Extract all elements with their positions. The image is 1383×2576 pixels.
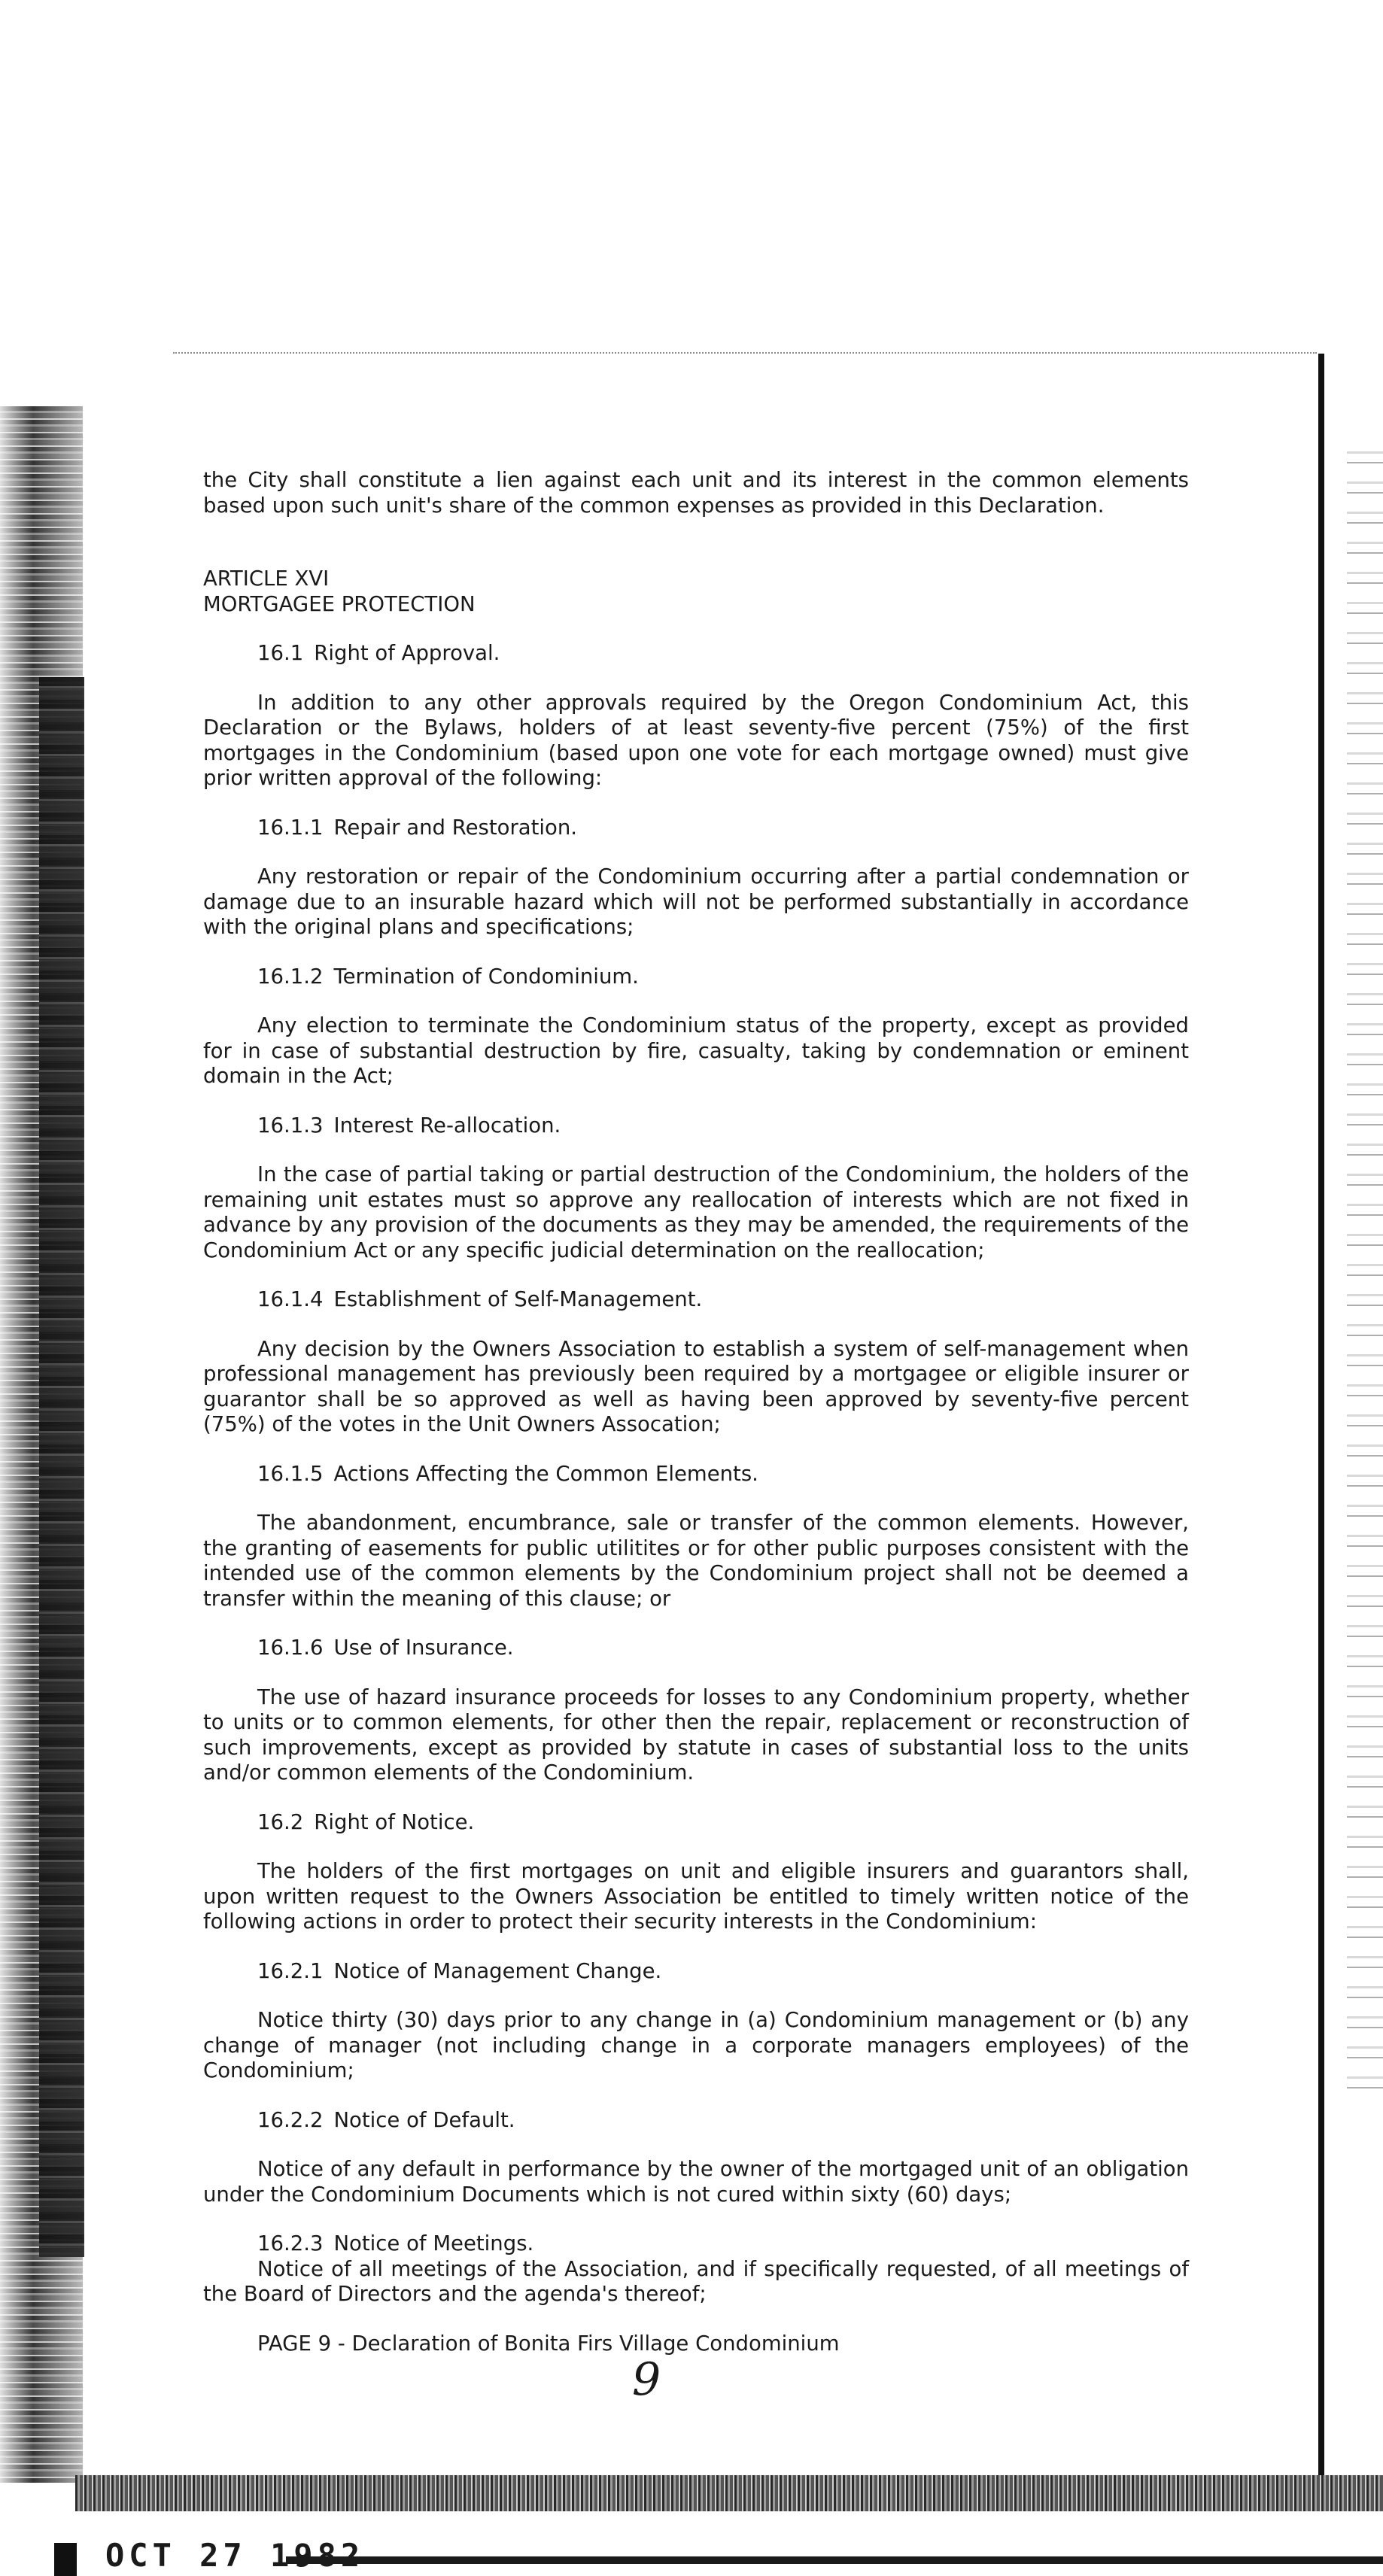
section-heading: [203, 1959, 1189, 1985]
section-body: Any decision by the Owners Association to establish a system of self-management when professional management has previously been required by a mortgagee or eligible insurer or guarantor shall be so approved as well as having been approved by seventy-five percent (75%) of the votes in the Unit Owners Assocation;: [203, 1336, 1189, 1436]
sections: [203, 617, 1189, 2307]
section-number: 16.1: [257, 641, 304, 665]
section-title: Establishment of Self-Management.: [333, 1287, 703, 1311]
section-title: Right of Notice.: [314, 1809, 475, 1834]
page-footer: PAGE 9 - Declaration of Bonita Firs Village Condominium: [257, 2331, 840, 2356]
article-title: MORTGAGEE PROTECTION: [203, 591, 476, 616]
section-number: 16.2.3: [257, 2231, 324, 2256]
date-stamp: OCT 27 1982: [105, 2537, 365, 2574]
page-edge-right: [1318, 354, 1324, 2483]
date-stamp-mark: [54, 2543, 77, 2576]
section-title: Repair and Restoration.: [333, 815, 578, 840]
section-body: Any election to terminate the Condominium status of the property, except as provided for in case of substantial destruction by fire, casualty, taking by condemnation or eminent domain in the Act;: [203, 1013, 1189, 1088]
section-body: Notice thirty (30) days prior to any change in (a) Condominium management or (b) any change of manager (not including change in a corporate managers employees) of the Condominium;: [203, 2008, 1189, 2082]
scan-artifact-bottom: [75, 2475, 1383, 2511]
section-body: Notice of all meetings of the Association, and if specifically requested, of all meetings of the Board of Directors and the agenda's thereof;: [203, 2256, 1189, 2306]
section-number: 16.1.1: [257, 815, 324, 840]
section-number: 16.2.1: [257, 1958, 324, 1983]
section-number: 16.1.6: [257, 1636, 324, 1660]
section-number: 16.1.4: [257, 1287, 324, 1311]
section-heading: [203, 816, 1189, 841]
section-heading: [203, 964, 1189, 990]
section-number: 16.1.5: [257, 1461, 324, 1486]
section-heading: [203, 1810, 1189, 1836]
section-body: The holders of the first mortgages on unit and eligible insurers and guarantors shall, upon written request to the Owners Association be entitled to timely written notice of the following actions in order to protect their security interests in the Condominium:: [203, 1859, 1189, 1934]
section-number: 16.1.3: [257, 1113, 324, 1138]
section-heading: [203, 2108, 1189, 2134]
section-body: In the case of partial taking or partial destruction of the Condominium, the holders of the remaining unit estates must so approve any reallocation of interests which are not fixed in advance by any provision of the documents as they may be amended, the requirements of the Condominium Act or any specific judicial determination on the reallocation;: [203, 1162, 1189, 1262]
section-number: 16.1.2: [257, 964, 324, 989]
section-heading: [203, 1636, 1189, 1661]
section-heading: [203, 1462, 1189, 1487]
document-page: [203, 468, 1189, 2356]
section-heading: [203, 1113, 1189, 1139]
scan-bottom-line: [286, 2556, 1383, 2564]
section-title: Actions Affecting the Common Elements.: [333, 1461, 758, 1486]
article-number: ARTICLE XVI: [203, 567, 330, 591]
section-number: 16.2.2: [257, 2107, 324, 2132]
section-body: The use of hazard insurance proceeds for losses to any Condominium property, whether to units or to common elements, for other then the repair, replacement or reconstruction of such improvements, except as provided by statute in cases of substantial loss to the units and/or common elements of the Condominium.: [203, 1684, 1189, 1785]
section-heading: [203, 641, 1189, 667]
section-title: Interest Re-allocation.: [333, 1113, 561, 1138]
section-title: Notice of Management Change.: [333, 1958, 662, 1983]
handwritten-page-number: 9: [632, 2353, 661, 2406]
section-body: In addition to any other approvals required by the Oregon Condominium Act, this Declaration or the Bylaws, holders of at least seventy-five percent (75%) of the first mortgages in the Condominium (based upon one vote for each mortgage owned) must give prior written approval of the following:: [203, 690, 1189, 790]
section-title: Right of Approval.: [314, 641, 500, 665]
section-body: Any restoration or repair of the Condominium occurring after a partial condemnation or damage due to an insurable hazard which will not be performed substantially in accordance with the original plans and specifications;: [203, 864, 1189, 939]
section-title: Use of Insurance.: [333, 1636, 514, 1660]
scan-artifact-right: [1347, 451, 1383, 2107]
section-title: Notice of Meetings.: [333, 2231, 534, 2256]
section-title: Notice of Default.: [333, 2107, 515, 2132]
page-top-edge: [173, 352, 1317, 355]
section-title: Termination of Condominium.: [333, 964, 639, 989]
top-paragraph: the City shall constitute a lien against each unit and its interest in the common elements based upon such unit's share of the common expenses as provided in this Declaration.: [203, 468, 1189, 518]
section-body: The abandonment, encumbrance, sale or transfer of the common elements. However, the granting of easements for public utilitites or for other public purposes consistent with the intended use of the common elements by the Condominium project shall not be deemed a transfer within the meaning of this clause; or: [203, 1511, 1189, 1611]
section-heading: [203, 2231, 1189, 2257]
section-heading: [203, 1287, 1189, 1313]
section-number: 16.2: [257, 1809, 304, 1834]
section-body: Notice of any default in performance by the owner of the mortgaged unit of an obligation under the Condominium Documents which is not cured within sixty (60) days;: [203, 2157, 1189, 2207]
scan-artifact-left-dark: [39, 677, 84, 2257]
